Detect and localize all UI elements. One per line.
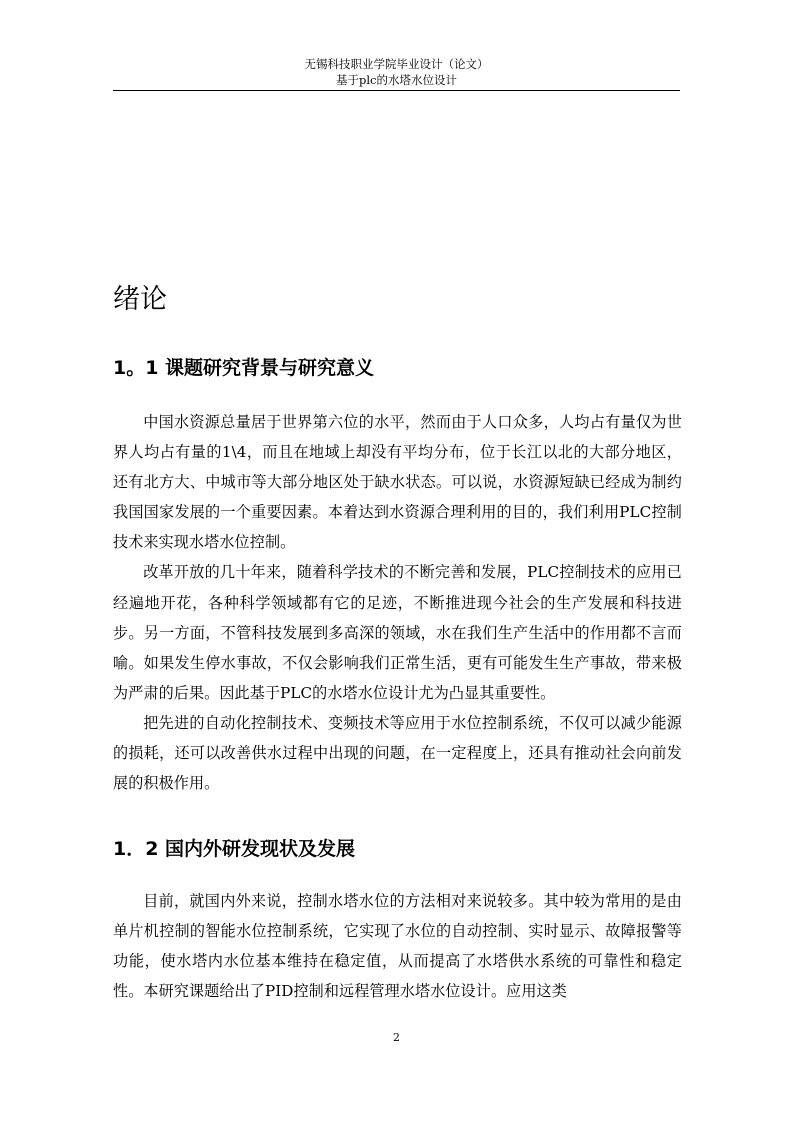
paragraph: 改革开放的几十年来，随着科学技术的不断完善和发展，PLC控制技术的应用已经遍地开花，各种科学领域都有它的足迹，不断推进现今社会的生产发展和科技进步。另一方面，不管科技发展到多高深的领域，水在我们生产生活中的作用都不言而喻。如果发生停水事故，不仅会影响我们正常生活，更有可能发生生产事故，带来极为严肃的后果。因此基于PLC的水塔水位设计尤为凸显其重要性。 (113, 563, 682, 702)
chapter-title: 绪论 (113, 284, 167, 315)
header-thesis-line: 无锡科技职业学院毕业设计（论文） (304, 57, 489, 71)
section-body-background (113, 407, 682, 798)
header-divider (113, 90, 680, 91)
page-number: 2 (393, 1031, 400, 1044)
paragraph: 目前，就国内外来说，控制水塔水位的方法相对来说较多。其中较为常用的是由单片机控制的智能水位控制系统，它实现了水位的自动控制、实时显示、故障报警等功能，使水塔内水位基本维持在稳定值，从而提高了水塔供水系统的可靠性和稳定性。本研究课题给出了PID控制和远程管理水塔水位设计。应用这类 (113, 892, 682, 1001)
section-heading-status: 1．2 国内外研发现状及发展 (113, 838, 356, 860)
page-header (113, 56, 680, 88)
paragraph: 中国水资源总量居于世界第六位的水平，然而由于人口众多，人均占有量仅为世界人均占有量的1\4，而且在地域上却没有平均分布，位于长江以北的大部分地区，还有北方大、中城市等大部分地区处于缺水状态。可以说，水资源短缺已经成为制约我国国家发展的一个重要因素。本着达到水资源合理利用的目的，我们利用PLC控制技术来实现水塔水位控制。 (113, 413, 682, 552)
section-body-status (113, 886, 682, 1006)
section-heading-background: 1。1 课题研究背景与研究意义 (113, 357, 375, 379)
header-topic-line: 基于plc的水塔水位设计 (336, 73, 457, 87)
paragraph: 把先进的自动化控制技术、变频技术等应用于水位控制系统，不仅可以减少能源的损耗，还可以改善供水过程中出现的问题，在一定程度上，还具有推动社会向前发展的积极作用。 (113, 713, 682, 793)
